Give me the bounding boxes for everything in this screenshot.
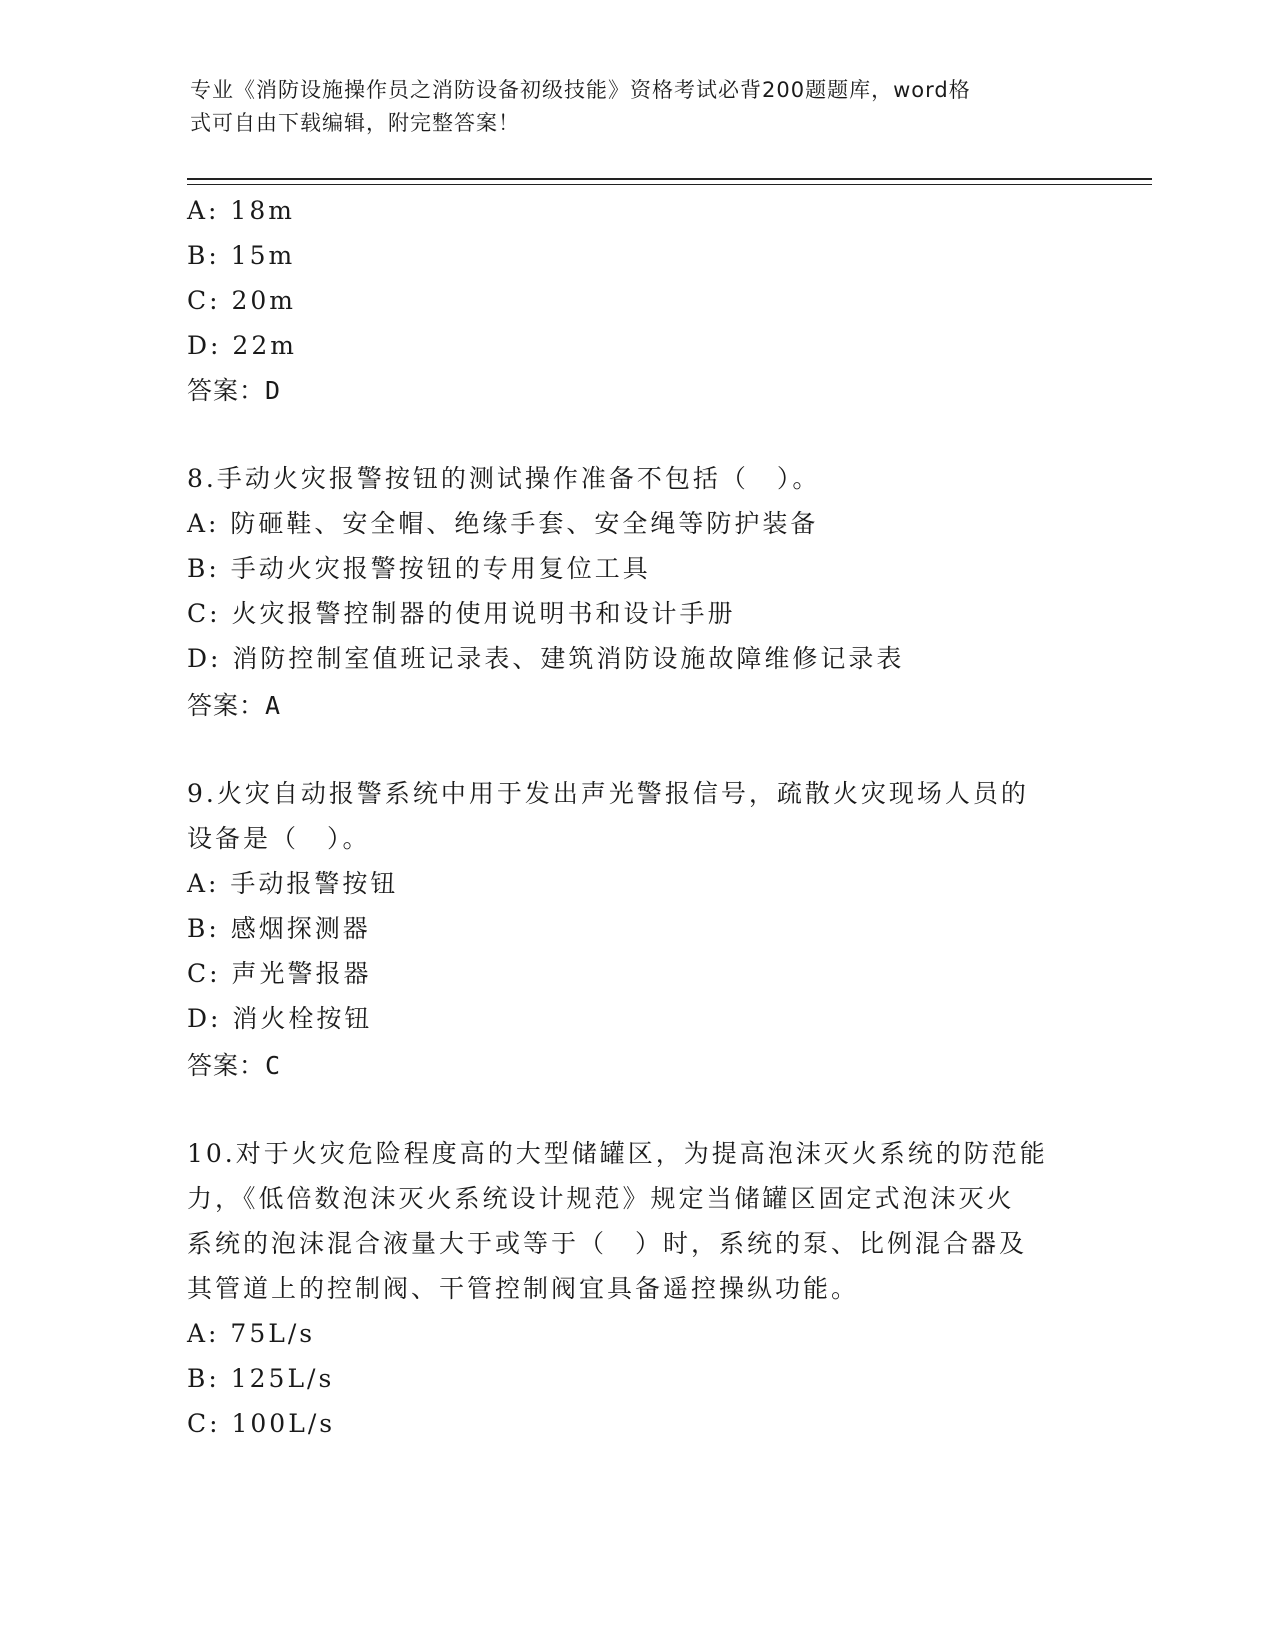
q9-option-d: D: 消火栓按钮 — [187, 1004, 373, 1033]
q10-stem-line-1: 10.对于火灾危险程度高的大型储罐区，为提高泡沫灭火系统的防范能 — [187, 1139, 1048, 1168]
answer-label: 答案： — [187, 691, 266, 720]
q8-option-d: D: 消防控制室值班记录表、建筑消防设施故障维修记录表 — [187, 644, 905, 673]
q9-option-a: A: 手动报警按钮 — [187, 869, 399, 898]
q10-option-b: B: 125L/s — [187, 1364, 335, 1393]
q10-stem-line-4: 其管道上的控制阀、干管控制阀宜具备遥控操纵功能。 — [187, 1274, 860, 1303]
q8-stem: 8.手动火灾报警按钮的测试操作准备不包括（ ）。 — [187, 464, 821, 493]
q7-option-b: B: 15m — [187, 241, 296, 270]
q7-option-c: C: 20m — [187, 286, 297, 315]
q10-option-c: C: 100L/s — [187, 1409, 336, 1438]
q8-answer — [187, 690, 281, 722]
answer-label: 答案： — [187, 376, 266, 405]
q10-option-a: A: 75L/s — [187, 1319, 316, 1348]
answer-value: C — [265, 1051, 282, 1080]
q8-option-b: B: 手动火灾报警按钮的专用复位工具 — [187, 554, 651, 583]
header-line-2: 式可自由下载编辑，附完整答案！ — [190, 111, 520, 135]
q9-stem-line-2: 设备是（ ）。 — [187, 824, 371, 853]
q9-stem-line-1: 9.火灾自动报警系统中用于发出声光警报信号，疏散火灾现场人员的 — [187, 779, 1029, 808]
header-line-1: 专业《消防设施操作员之消防设备初级技能》资格考试必背200题题库，word格 — [190, 78, 971, 102]
q7-option-d: D: 22m — [187, 331, 297, 360]
q10-stem-line-3: 系统的泡沫混合液量大于或等于（ ）时，系统的泵、比例混合器及 — [187, 1229, 1028, 1258]
q9-option-b: B: 感烟探测器 — [187, 914, 371, 943]
answer-value: D — [265, 376, 282, 405]
q7-answer — [187, 375, 281, 407]
answer-value: A — [265, 691, 282, 720]
answer-label: 答案： — [187, 1051, 266, 1080]
q9-answer — [187, 1050, 281, 1082]
header-divider-thin — [187, 184, 1152, 185]
q10-stem-line-2: 力，《低倍数泡沫灭火系统设计规范》规定当储罐区固定式泡沫灭火 — [187, 1184, 1015, 1213]
document-header — [190, 74, 1070, 140]
q7-option-a: A: 18m — [187, 196, 295, 225]
header-divider-thick — [187, 178, 1152, 180]
q8-option-c: C: 火灾报警控制器的使用说明书和设计手册 — [187, 599, 736, 628]
q8-option-a: A: 防砸鞋、安全帽、绝缘手套、安全绳等防护装备 — [187, 509, 819, 538]
q9-option-c: C: 声光警报器 — [187, 959, 372, 988]
